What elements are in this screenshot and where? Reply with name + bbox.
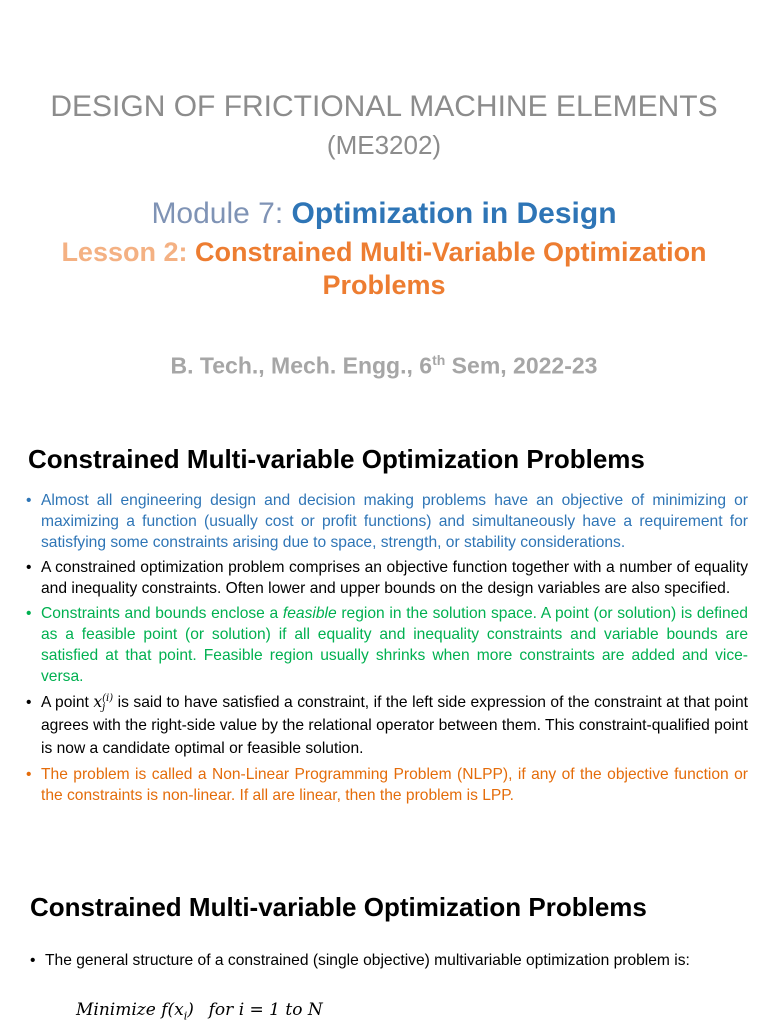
program-info xyxy=(0,344,768,382)
formula-range: for i = 1 to N xyxy=(208,1000,323,1020)
lesson-heading xyxy=(60,236,708,302)
program-sup: th xyxy=(432,352,446,368)
course-code: (ME3202) xyxy=(326,130,442,160)
list-item xyxy=(26,490,748,553)
point-symbol: x (i) j xyxy=(93,693,114,713)
list-item xyxy=(26,603,748,687)
bullet-icon: • xyxy=(26,694,32,711)
bullet-list xyxy=(30,950,736,975)
bullet-icon: • xyxy=(26,605,32,622)
lesson-name: Constrained Multi-Variable Optimization Problems xyxy=(195,237,707,300)
bullet-icon: • xyxy=(30,952,36,969)
content-slide-1 xyxy=(0,410,768,870)
bullet-icon: • xyxy=(26,766,32,783)
list-item xyxy=(26,557,748,599)
bullet-icon: • xyxy=(26,559,32,576)
bullet-text: A constrained optimization problem comprises an objective function together with a number of equality and inequality constraints. Often lower and upper bounds on the design variables are also specified. xyxy=(41,559,748,597)
module-prefix: Module 7: xyxy=(151,197,284,230)
bullet-text: The problem is called a Non-Linear Programming Problem (NLPP), if any of the objective function or the constraints is non-linear. If all are linear, then the problem is LPP. xyxy=(41,766,748,804)
program-post: Sem, 2022-23 xyxy=(445,352,598,379)
bullet-text: Almost all engineering design and decision making problems have an objective of minimizing or maximizing a function (usually cost or profit functions) and simultaneously have a requirement for satisfying some constraints arising due to space, strength, or stability considerations. xyxy=(41,492,748,551)
bullet-text-post: region in the solution space. A point (or solution) is defined as a feasible point (or solution) if all equality and inequality constraints and variable bounds are satisfied at that point. Feasible region usually shrinks when more constraints are added and vice-versa. xyxy=(41,605,748,685)
bullet-text-em: feasible xyxy=(282,605,337,622)
bullet-text: The general structure of a constrained (single objective) multivariable optimization problem is: xyxy=(45,952,690,969)
formula-func: Minimize f(x xyxy=(76,1000,184,1020)
slide-title: Constrained Multi-variable Optimization Problems xyxy=(30,892,647,922)
slide-title: Constrained Multi-variable Optimization Problems xyxy=(28,444,645,474)
formula-close: ) xyxy=(187,1000,194,1020)
program-pre: B. Tech., Mech. Engg., 6 xyxy=(170,352,433,379)
bullet-icon: • xyxy=(26,492,32,509)
content-slide-2 xyxy=(0,870,768,1024)
module-name: Optimization in Design xyxy=(291,197,617,230)
course-title: DESIGN OF FRICTIONAL MACHINE ELEMENTS xyxy=(50,90,718,123)
list-item xyxy=(26,691,748,760)
module-heading xyxy=(0,196,768,232)
list-item xyxy=(30,950,736,971)
bullet-text-post: is said to have satisfied a constraint, if the left side expression of the constraint at that point agrees with the right-side value by the relational operator between them. This constraint-qualified point is now a candidate optimal or feasible solution. xyxy=(41,694,748,757)
list-item xyxy=(26,764,748,806)
objective-formula xyxy=(76,1000,323,1022)
bullet-list xyxy=(26,490,748,810)
bullet-text-pre: Constraints and bounds enclose a xyxy=(41,605,283,622)
formula-sub: i xyxy=(183,1009,188,1023)
lesson-prefix: Lesson 2: xyxy=(61,237,188,267)
bullet-text-pre: A point xyxy=(41,694,94,711)
title-slide xyxy=(0,0,768,410)
